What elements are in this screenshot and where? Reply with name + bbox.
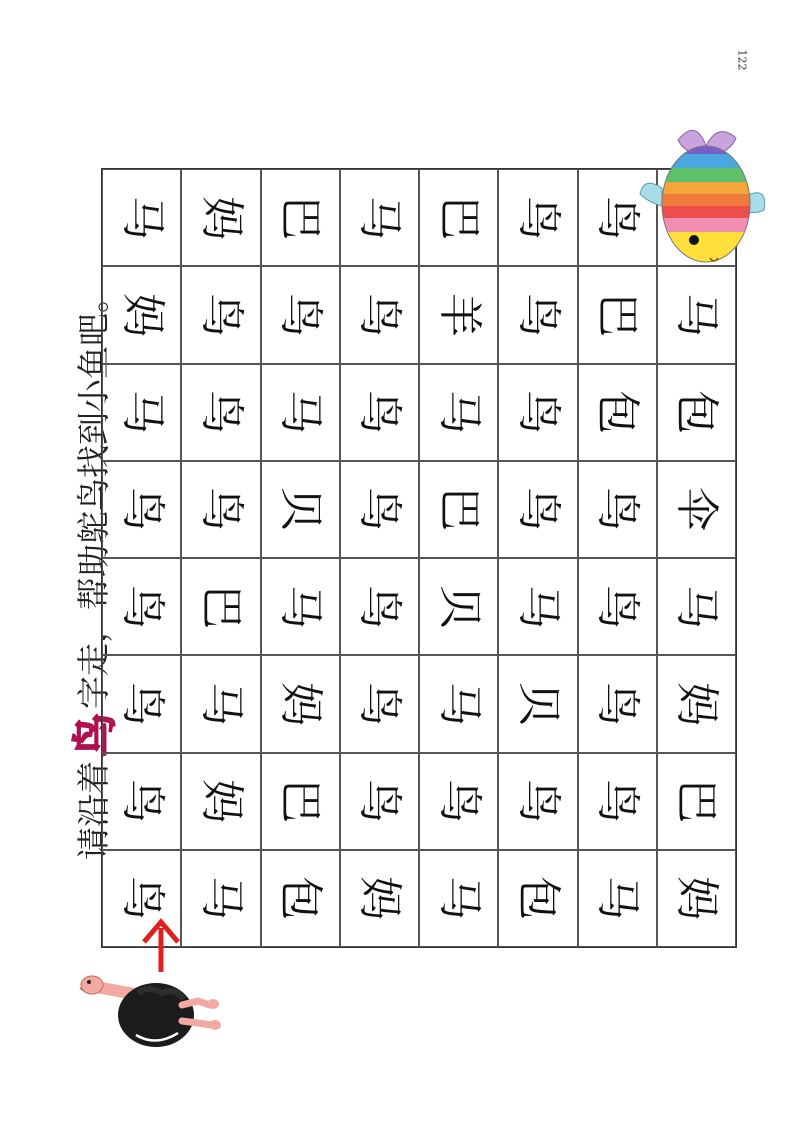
grid-character: 巴 — [275, 195, 327, 240]
grid-cell — [578, 850, 657, 947]
ostrich-icon — [78, 965, 228, 1075]
grid-cell — [340, 850, 419, 947]
grid-cell — [657, 655, 736, 752]
grid-cell — [102, 558, 181, 655]
grid-character: 鸟 — [592, 487, 644, 532]
grid-character: 鸟 — [512, 390, 564, 435]
grid-cell — [498, 850, 577, 947]
rainbow-fish-icon — [638, 118, 768, 273]
grid-cell — [657, 266, 736, 363]
grid-cell — [419, 364, 498, 461]
grid-cell — [102, 364, 181, 461]
grid-character: 鸟 — [116, 681, 168, 726]
grid-character: 鸟 — [195, 292, 247, 337]
grid-cell — [181, 753, 260, 850]
grid-character: 巴 — [592, 292, 644, 337]
grid-cell — [261, 850, 340, 947]
grid-cell — [102, 169, 181, 266]
grid-cell — [340, 169, 419, 266]
grid-character: 鸟 — [116, 876, 168, 921]
instruction-before: 请沿着 — [73, 761, 113, 860]
grid-character: 鸟 — [592, 584, 644, 629]
grid-cell — [498, 655, 577, 752]
grid-cell — [340, 461, 419, 558]
grid-cell — [498, 169, 577, 266]
grid-character: 妈 — [116, 292, 168, 337]
grid-cell — [419, 266, 498, 363]
grid-character: 鸟 — [354, 681, 406, 726]
grid-character: 包 — [512, 876, 564, 921]
grid-cell — [102, 655, 181, 752]
grid-cell — [498, 461, 577, 558]
grid-cell — [261, 364, 340, 461]
grid-character: 妈 — [275, 681, 327, 726]
grid-cell — [340, 655, 419, 752]
grid-character: 马 — [671, 584, 723, 629]
grid-character: 鸟 — [433, 779, 485, 824]
grid-cell — [419, 461, 498, 558]
grid-character: 马 — [275, 584, 327, 629]
grid-character: 鸟 — [512, 779, 564, 824]
grid-character: 巴 — [671, 779, 723, 824]
grid-cell — [261, 266, 340, 363]
grid-character: 巴 — [195, 584, 247, 629]
grid-cell — [261, 558, 340, 655]
grid-cell — [657, 364, 736, 461]
grid-character: 鸟 — [592, 681, 644, 726]
grid-cell — [419, 850, 498, 947]
grid-cell — [261, 461, 340, 558]
grid-cell — [578, 364, 657, 461]
grid-cell — [578, 266, 657, 363]
grid-character: 伞 — [671, 487, 723, 532]
grid-character: 马 — [512, 584, 564, 629]
grid-character: 包 — [592, 390, 644, 435]
grid-character: 马 — [433, 681, 485, 726]
grid-cell — [181, 364, 260, 461]
grid-cell — [498, 266, 577, 363]
grid-cell — [181, 461, 260, 558]
grid-cell — [578, 558, 657, 655]
grid-character: 羊 — [433, 292, 485, 337]
grid-character: 鸟 — [195, 487, 247, 532]
grid-character: 妈 — [195, 195, 247, 240]
grid-character: 鸟 — [592, 195, 644, 240]
grid-cell — [102, 266, 181, 363]
grid-character: 贝 — [275, 487, 327, 532]
grid-cell — [181, 266, 260, 363]
grid-cell — [657, 558, 736, 655]
grid-character: 包 — [671, 390, 723, 435]
grid-character: 鸟 — [512, 195, 564, 240]
grid-character: 鸟 — [354, 487, 406, 532]
grid-character: 鸟 — [275, 292, 327, 337]
grid-cell — [340, 558, 419, 655]
grid-character: 贝 — [433, 584, 485, 629]
grid-character: 鸟 — [116, 487, 168, 532]
grid-character: 鸟 — [195, 390, 247, 435]
grid-cell — [340, 753, 419, 850]
grid-cell — [340, 364, 419, 461]
grid-character: 贝 — [512, 681, 564, 726]
grid-cell — [498, 364, 577, 461]
grid-character: 包 — [275, 876, 327, 921]
grid-cell — [657, 850, 736, 947]
grid-character: 马 — [116, 195, 168, 240]
grid-character: 鸟 — [354, 292, 406, 337]
grid-character: 马 — [195, 681, 247, 726]
grid-character: 巴 — [433, 487, 485, 532]
grid-cell — [181, 850, 260, 947]
grid-cell — [578, 655, 657, 752]
grid-character: 鸟 — [354, 779, 406, 824]
grid-character: 鸟 — [116, 779, 168, 824]
grid-cell — [340, 266, 419, 363]
grid-cell — [419, 753, 498, 850]
grid-character: 鸟 — [354, 584, 406, 629]
grid-cell — [261, 655, 340, 752]
grid-cell — [419, 169, 498, 266]
grid-character: 马 — [275, 390, 327, 435]
grid-character: 马 — [592, 876, 644, 921]
grid-character: 妈 — [195, 779, 247, 824]
grid-character: 巴 — [275, 779, 327, 824]
grid-cell — [578, 461, 657, 558]
grid-character: 鸟 — [354, 390, 406, 435]
grid-character: 妈 — [671, 876, 723, 921]
grid-cell — [419, 655, 498, 752]
grid-cell — [657, 461, 736, 558]
grid-cell — [181, 655, 260, 752]
grid-cell — [261, 169, 340, 266]
page-number: 122 — [735, 49, 749, 71]
grid-cell — [181, 558, 260, 655]
grid-cell — [657, 753, 736, 850]
grid-character: 马 — [671, 292, 723, 337]
grid-cell — [498, 753, 577, 850]
grid-cell — [102, 753, 181, 850]
grid-character: 马 — [354, 195, 406, 240]
grid-character: 巴 — [433, 195, 485, 240]
character-maze-grid — [101, 168, 737, 948]
grid-cell — [181, 169, 260, 266]
grid-cell — [578, 753, 657, 850]
grid-character: 马 — [116, 390, 168, 435]
grid-character: 鸟 — [512, 292, 564, 337]
grid-character: 马 — [195, 876, 247, 921]
instruction-after: 字走，帮助鸵鸟找到小鱼吧。 — [73, 280, 113, 709]
grid-cell — [419, 558, 498, 655]
grid-character: 妈 — [671, 681, 723, 726]
grid-character: 鸟 — [592, 779, 644, 824]
grid-cell — [261, 753, 340, 850]
grid-character: 马 — [433, 876, 485, 921]
grid-character: 马 — [433, 390, 485, 435]
grid-character: 鸟 — [116, 584, 168, 629]
grid-character: 鸟 — [512, 487, 564, 532]
grid-cell — [498, 558, 577, 655]
grid-cell — [102, 461, 181, 558]
instruction-highlight-char: 鸟 — [70, 713, 121, 757]
grid-character: 妈 — [354, 876, 406, 921]
